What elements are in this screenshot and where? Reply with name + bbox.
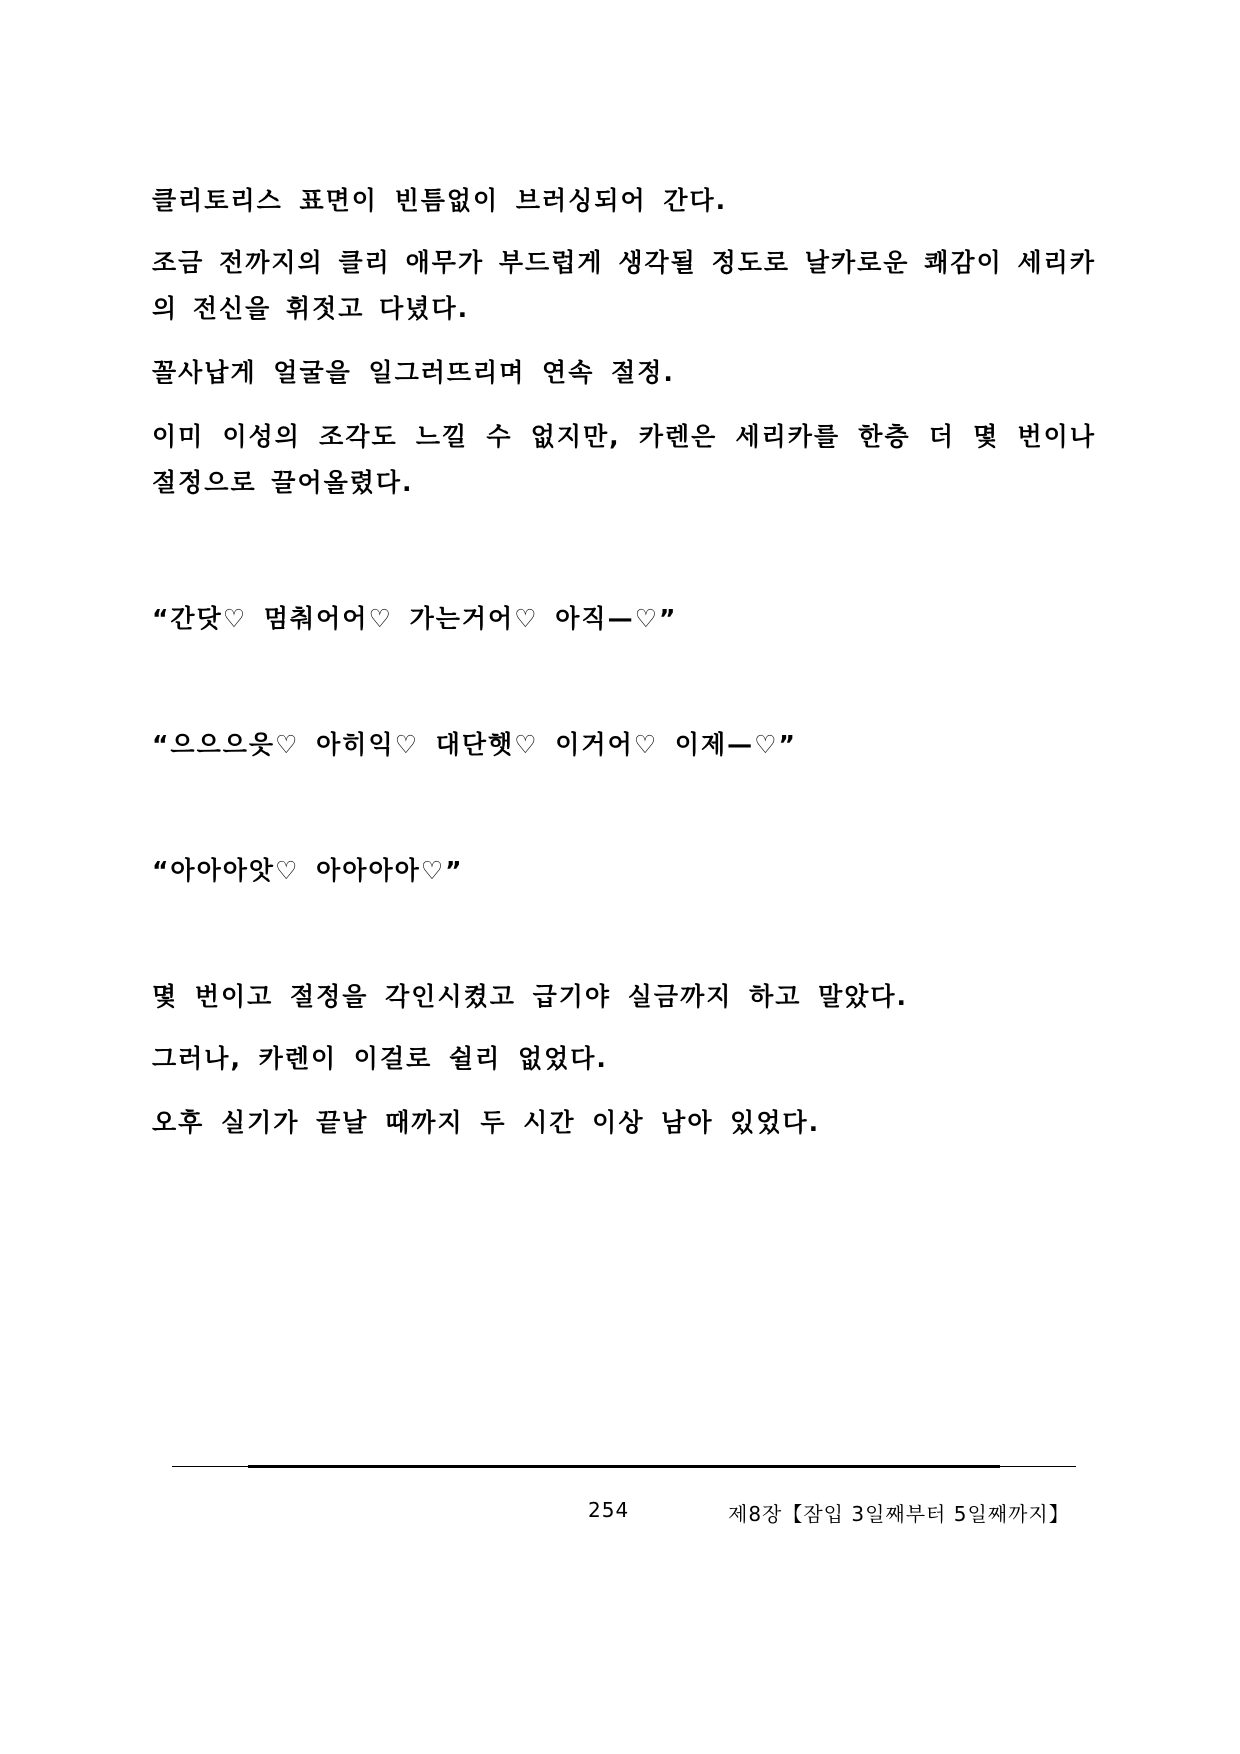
paragraph: 클리토리스 표면이 빈틈없이 브러싱되어 간다. xyxy=(152,186,728,215)
page-number: 254 xyxy=(588,1498,630,1522)
footer-divider-bold xyxy=(248,1465,1000,1468)
paragraph: 몇 번이고 절정을 각인시켰고 급기야 실금까지 하고 말았다. xyxy=(152,982,909,1011)
paragraph: 오후 실기가 끝날 때까지 두 시간 이상 남아 있었다. xyxy=(152,1108,821,1137)
paragraph: 이미 이성의 조각도 느낄 수 없지만, 카렌은 세리카를 한층 더 몇 번이나 절정으로 끌어올렸다. xyxy=(152,422,1096,497)
paragraph: 조금 전까지의 클리 애무가 부드럽게 생각될 정도로 날카로운 쾌감이 세리카의 전신을 휘젓고 다녔다. xyxy=(152,248,1096,323)
dialogue-line: “아아아앗♡ 아아아아♡” xyxy=(152,856,464,885)
chapter-title: 제8장【잠입 3일째부터 5일째까지】 xyxy=(728,1502,1070,1526)
dialogue-line: “간닷♡ 멈춰어어♡ 가는거어♡ 아직—♡” xyxy=(152,604,678,633)
dialogue-line: “으으으읏♡ 아히익♡ 대단햇♡ 이거어♡ 이제—♡” xyxy=(152,730,797,759)
paragraph: 그러나, 카렌이 이걸로 쉴리 없었다. xyxy=(152,1044,608,1073)
paragraph: 꼴사납게 얼굴을 일그러뜨리며 연속 절정. xyxy=(152,358,675,387)
